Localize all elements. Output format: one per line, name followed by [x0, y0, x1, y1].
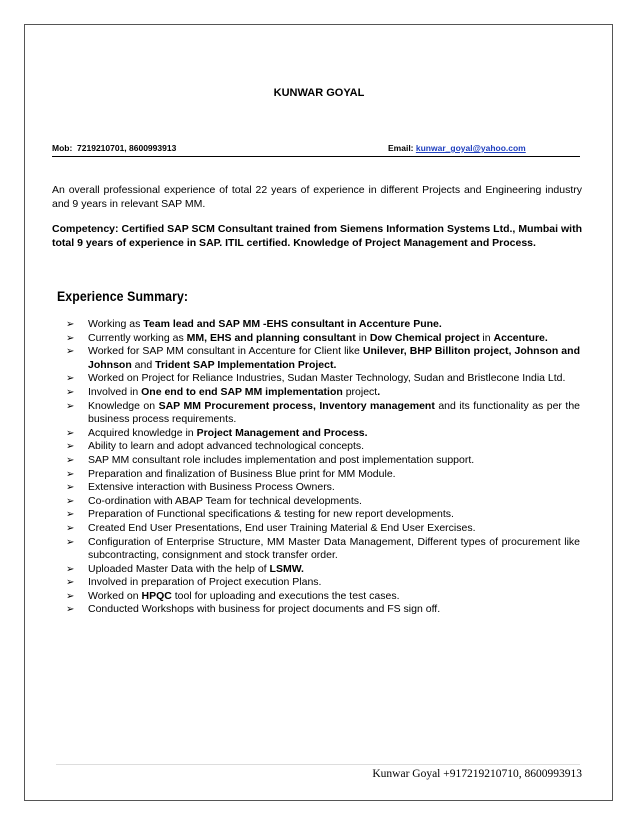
list-item	[66, 427, 580, 441]
list-item-text: Ability to learn and adopt advanced technological concepts.	[88, 440, 365, 453]
list-item	[66, 400, 580, 427]
arrow-bullet-icon: ➢	[66, 590, 75, 602]
list-item-text: Unilever, BHP Billiton project, Johnson and Johnson	[88, 345, 580, 371]
list-item-text: SAP MM Procurement process, Inventory management	[158, 399, 435, 412]
list-item	[66, 440, 580, 454]
list-item	[66, 481, 580, 495]
list-item-text: Extensive interaction with Business Process Owners.	[88, 481, 335, 494]
list-item-text: and its functionality as per the business process requirements.	[88, 399, 581, 426]
list-item-text: Worked for SAP MM consultant in Accenture for Client like	[88, 345, 363, 358]
list-item	[66, 468, 580, 482]
email-info	[388, 143, 526, 153]
list-item	[66, 345, 580, 372]
list-item-text: SAP MM consultant role includes implementation and post implementation support.	[88, 453, 475, 466]
arrow-bullet-icon: ➢	[66, 346, 75, 358]
arrow-bullet-icon: ➢	[66, 427, 75, 439]
competency-paragraph: Competency: Certified SAP SCM Consultant trained from Siemens Information Systems Ltd., Mumbai with total 9 years of experience in SAP. ITIL certified. Knowledge of Project Management and Process.	[52, 223, 582, 249]
list-item	[66, 332, 580, 346]
list-item-text: .	[377, 385, 381, 398]
arrow-bullet-icon: ➢	[66, 400, 75, 412]
list-item-text: Configuration of Enterprise Structure, MM Master Data Management, Different types of procurement like subcontracting, consignment and stock transfer order.	[88, 535, 580, 562]
email-label: Email:	[388, 143, 414, 153]
arrow-bullet-icon: ➢	[66, 522, 75, 534]
mobile-value: 7219210701, 8600993913	[77, 143, 177, 153]
list-item	[66, 318, 580, 332]
resume-name: KUNWAR GOYAL	[273, 87, 365, 99]
experience-list	[66, 318, 580, 617]
arrow-bullet-icon: ➢	[66, 509, 75, 521]
arrow-bullet-icon: ➢	[66, 468, 75, 480]
arrow-bullet-icon: ➢	[66, 495, 75, 507]
list-item-text: in	[479, 331, 494, 344]
list-item-text: Working as	[88, 318, 144, 330]
list-item-text: LSMW.	[269, 562, 304, 575]
list-item-text: Preparation and finalization of Business Blue print for MM Module.	[88, 467, 396, 480]
list-item-text: Preparation of Functional specifications & testing for new report developments.	[88, 508, 454, 521]
arrow-bullet-icon: ➢	[66, 536, 75, 548]
contact-bar	[52, 143, 580, 157]
list-item-text: Team lead and SAP MM -EHS consultant in Accenture Pune.	[143, 318, 442, 330]
list-item	[66, 454, 580, 468]
list-item	[66, 536, 580, 563]
list-item-text: Created End User Presentations, End user Training Material & End User Exercises.	[88, 521, 476, 534]
list-item	[66, 372, 580, 386]
arrow-bullet-icon: ➢	[66, 563, 75, 575]
list-item-text: Knowledge on	[88, 399, 159, 412]
arrow-bullet-icon: ➢	[66, 319, 75, 330]
email-link[interactable]: kunwar_goyal@yahoo.com	[415, 143, 526, 153]
list-item-text: Co-ordination with ABAP Team for technical developments.	[88, 494, 362, 507]
list-item-text: Currently working as	[88, 331, 187, 344]
mobile-info	[52, 143, 176, 153]
list-item-text: Involved in preparation of Project execution Plans.	[88, 576, 322, 589]
list-item	[66, 522, 580, 536]
list-item-text: Conducted Workshops with business for project documents and FS sign off.	[88, 603, 441, 616]
list-item-text: HPQC	[141, 589, 172, 602]
footer-divider	[56, 764, 580, 765]
experience-heading: Experience Summary:	[57, 288, 189, 304]
list-item-text: tool for uploading and executions the test cases.	[171, 589, 400, 602]
list-item	[66, 563, 580, 577]
list-item-text: Worked on	[88, 589, 142, 602]
list-item	[66, 603, 580, 617]
arrow-bullet-icon: ➢	[66, 482, 75, 494]
arrow-bullet-icon: ➢	[66, 332, 75, 344]
list-item-text: Worked on Project for Reliance Industries, Sudan Master Technology, Sudan and Bristlecone India Ltd.	[88, 372, 566, 385]
overview-paragraph: An overall professional experience of total 22 years of experience in different Projects and Engineering industry and 9 years in relevant SAP MM.	[52, 184, 582, 210]
list-item-text: project	[342, 385, 378, 398]
list-item-text: Project Management and Process.	[196, 426, 368, 439]
list-item-text: Acquired knowledge in	[88, 426, 197, 439]
list-item-text: and	[131, 358, 156, 371]
list-item-text: Uploaded Master Data with the help of	[88, 562, 270, 575]
list-item-text: Accenture.	[493, 331, 548, 344]
arrow-bullet-icon: ➢	[66, 577, 75, 589]
footer-contact: Kunwar Goyal +917219210710, 8600993913	[372, 768, 582, 780]
list-item-text: in	[355, 331, 370, 344]
list-item-text: Involved in	[88, 385, 142, 398]
list-item	[66, 508, 580, 522]
mobile-label: Mob:	[52, 143, 73, 153]
list-item	[66, 386, 580, 400]
list-item-text: MM, EHS and planning consultant	[186, 331, 356, 344]
arrow-bullet-icon: ➢	[66, 604, 75, 616]
list-item	[66, 576, 580, 590]
arrow-bullet-icon: ➢	[66, 454, 75, 466]
arrow-bullet-icon: ➢	[66, 386, 75, 398]
arrow-bullet-icon: ➢	[66, 441, 75, 453]
list-item	[66, 590, 580, 604]
list-item-text: One end to end SAP MM implementation	[141, 385, 343, 398]
list-item-text: Dow Chemical project	[369, 331, 480, 344]
list-item-text: Trident SAP Implementation Project.	[155, 358, 337, 371]
list-item	[66, 495, 580, 509]
arrow-bullet-icon: ➢	[66, 373, 75, 385]
